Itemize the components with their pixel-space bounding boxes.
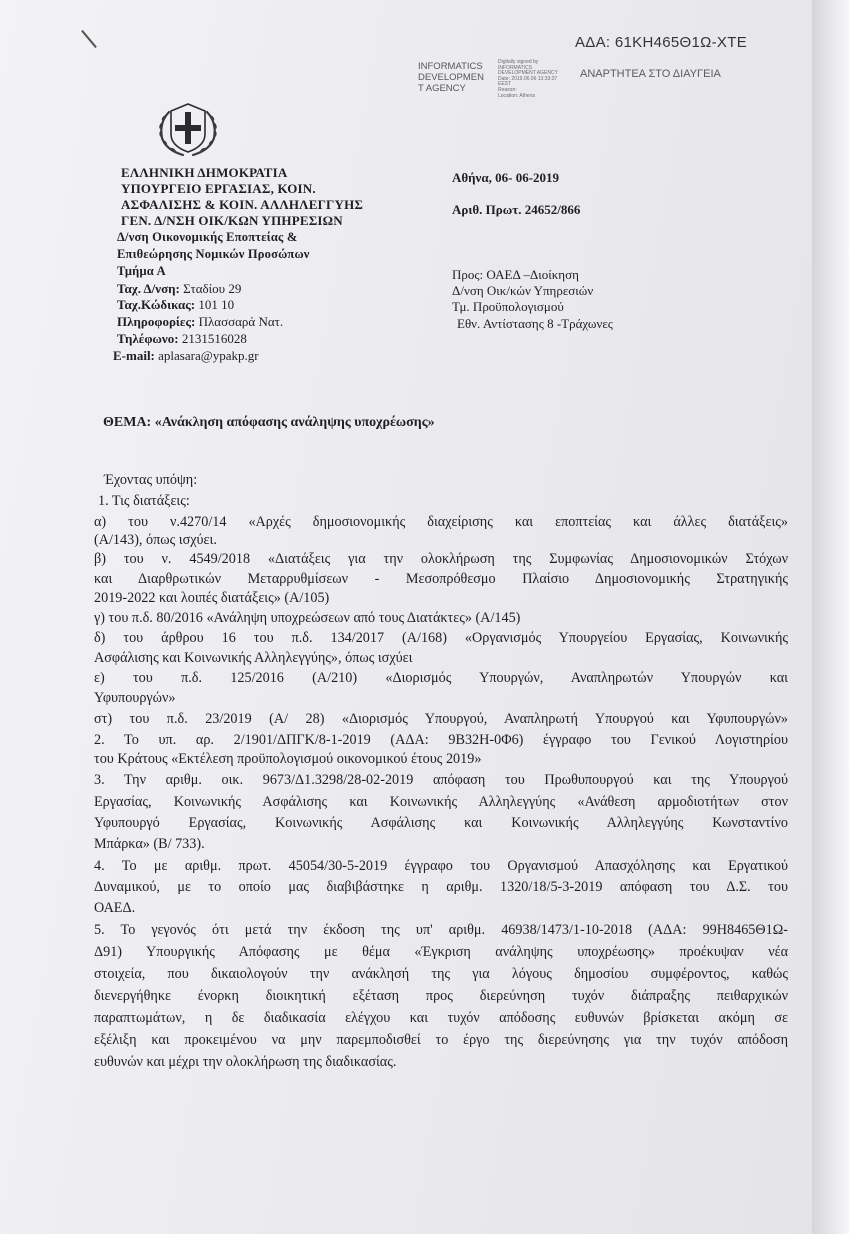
body-line: στοιχεία, που δικαιολογούν την ανάκλησή της για λόγους δημοσίου συμφέροντος, καθώς <box>94 966 788 982</box>
body-line: (Α/143), όπως ισχύει. <box>94 532 217 548</box>
body-line: γ) του π.δ. 80/2016 «Ανάληψη υποχρεώσεων από τους Διατάκτες» (Α/145) <box>94 610 521 626</box>
body-line: δ) του άρθρου 16 του π.δ. 134/2017 (Α/168) «Οργανισμός Υπουργείου Εργασίας, Κοινωνικής <box>94 630 788 646</box>
recipient-line: Τμ. Προϋπολογισμού <box>452 299 564 314</box>
body-line: στ) του π.δ. 23/2019 (Α/ 28) «Διορισμός Υπουργού, Αναπληρωτή Υπουργού και Υφυπουργών» <box>94 711 788 727</box>
body-line: β) του ν. 4549/2018 «Διατάξεις για την ολοκλήρωση της Συμφωνίας Δημοσιονομικών Στόχων <box>94 551 788 567</box>
body-line: Δυναμικού, με το οποίο μας διαβιβάστηκε η αριθμ. 1320/18/5-3-2019 απόφαση του Δ.Σ. του <box>94 879 788 895</box>
body-line: 3. Την αριθμ. οικ. 9673/Δ1.3298/28-02-2019 απόφαση του Πρωθυπουργού και της Υπουργού <box>94 772 788 788</box>
sender-line-ministry: ΥΠΟΥΡΓΕΙΟ ΕΡΓΑΣΙΑΣ, ΚΟΙΝ. <box>121 181 316 196</box>
address-email: E-mail: aplasara@ypakp.gr <box>113 348 259 363</box>
digital-signature-agency: INFORMATICS DEVELOPMEN T AGENCY <box>418 61 484 94</box>
body-line: του Κράτους «Εκτέλεση προϋπολογισμού οικονομικού έτους 2019» <box>94 751 482 767</box>
address-postcode: Ταχ.Κώδικας: 101 10 <box>117 297 235 312</box>
recipient-line: Εθν. Αντίστασης 8 -Τράχωνες <box>457 316 613 331</box>
body-line: Εργασίας, Κοινωνικής Ασφάλισης και Κοινωνικής Αλληλεγγύης «Ανάθεση αρμοδιοτήτων στον <box>94 794 788 810</box>
sender-line-directorate-general: ΓΕΝ. Δ/ΝΣΗ ΟΙΚ/ΚΩΝ ΥΠΗΡΕΣΙΩΝ <box>121 213 343 228</box>
body-line: διενεργήθηκε ένορκη διοικητική εξέταση προς διερεύνηση τυχόν διάπραξης πειθαρχικών <box>94 988 788 1004</box>
hellenic-republic-emblem <box>153 98 223 158</box>
body-line: Δ91) Υπουργικής Απόφασης με θέμα «Έγκριση ανάληψης υποχρέωσης» προέκυψαν νέα <box>94 944 788 960</box>
body-line: παραπτωμάτων, η δε διαδικασία ελέγχου και τυχόν απόδοσης ευθυνών βρίσκεται ακόμη σε <box>94 1010 788 1026</box>
body-line: ΟΑΕΔ. <box>94 900 136 916</box>
body-line: και Διαρθρωτικών Μεταρρυθμίσεων - Μεσοπρόθεσμο Πλαίσιο Δημοσιονομικής Στρατηγικής <box>94 571 788 587</box>
recipient-line: Δ/νση Οικ/κών Υπηρεσιών <box>452 283 594 298</box>
body-line: εξέλιξη και προκειμένου να μην παρεμποδισθεί το έργο της διερεύνησης για την τυχόν απόδοση <box>94 1032 788 1048</box>
body-line: Υφυπουργών» <box>94 690 176 706</box>
posted-to-diavgeia: ΑΝΑΡΤΗΤΕΑ ΣΤΟ ΔΙΑΥΓΕΙΑ <box>580 68 721 80</box>
body-line: 4. Το με αριθμ. πρωτ. 45054/30-5-2019 έγγραφο του Οργανισμού Απασχόλησης και Εργατικού <box>94 858 788 874</box>
address-phone: Τηλέφωνο: 2131516028 <box>117 331 247 346</box>
body-line: Υφυπουργό Εργασίας, Κοινωνικής Ασφάλισης και Κοινωνικής Αλληλεγγύης Κωνσταντίνο <box>94 815 788 831</box>
body-line: α) του ν.4270/14 «Αρχές δημοσιονομικής διαχείρισης και εποπτείας και άλλες διατάξεις» <box>94 514 788 530</box>
document-subject: ΘΕΜΑ: «Ανάκληση απόφασης ανάληψης υποχρέωσης» <box>103 415 435 430</box>
ada-code: ΑΔΑ: 61ΚΗ465Θ1Ω-ΧΤΕ <box>575 34 748 51</box>
sender-line-directorate: Δ/νση Οικονομικής Εποπτείας & <box>117 230 298 244</box>
body-line: 2019-2022 και λοιπές διατάξεις» (Α/105) <box>94 590 330 606</box>
address-info-contact: Πληροφορίες: Πλασσαρά Νατ. <box>117 314 284 329</box>
address-street: Ταχ. Δ/νση: Σταδίου 29 <box>117 281 242 296</box>
pen-mark <box>81 30 97 48</box>
digital-signature-details: Digitally signed by INFORMATICS DEVELOPMENT AGENCY Date: 2019.06.06 13:33:37 EEST Reason: Location: Athens <box>498 59 558 99</box>
body-line: Μπάρκα» (Β/ 733). <box>94 836 205 852</box>
body-line: 5. Το γεγονός ότι μετά την έκδοση της υπ' αριθμ. 46938/1473/1-10-2018 (ΑΔΑ: 99Η8465Θ1Ω- <box>94 922 788 938</box>
body-line: Έχοντας υπόψη: <box>104 472 198 488</box>
protocol-number: Αριθ. Πρωτ. 24652/866 <box>452 202 581 217</box>
document-date: Αθήνα, 06- 06-2019 <box>452 170 560 185</box>
sender-line-department: Τμήμα Α <box>117 264 166 278</box>
recipient-line: Προς: ΟΑΕΔ –Διοίκηση <box>452 267 579 282</box>
sender-line-directorate-cont: Επιθεώρησης Νομικών Προσώπων <box>117 247 310 261</box>
sender-line-ministry-cont: ΑΣΦΑΛΙΣΗΣ & ΚΟΙΝ. ΑΛΛΗΛΕΓΓΥΗΣ <box>121 197 364 212</box>
body-line: 1. Τις διατάξεις: <box>98 493 190 509</box>
body-line: ε) του π.δ. 125/2016 (Α/210) «Διορισμός Υπουργών, Αναπληρωτών Υπουργών και <box>94 670 788 686</box>
body-line: ευθυνών και μέχρι την ολοκλήρωση της διαδικασίας. <box>94 1054 397 1070</box>
sender-line-republic: ΕΛΛΗΝΙΚΗ ΔΗΜΟΚΡΑΤΙΑ <box>121 165 288 180</box>
body-line: Ασφάλισης και Κοινωνικής Αλληλεγγύης», όπως ισχύει <box>94 650 413 666</box>
body-line: 2. Το υπ. αρ. 2/1901/ΔΠΓΚ/8-1-2019 (ΑΔΑ: 9Β32Η-0Φ6) έγγραφο του Γενικού Λογιστηρίου <box>94 732 788 748</box>
page-edge-shadow <box>812 0 849 1234</box>
